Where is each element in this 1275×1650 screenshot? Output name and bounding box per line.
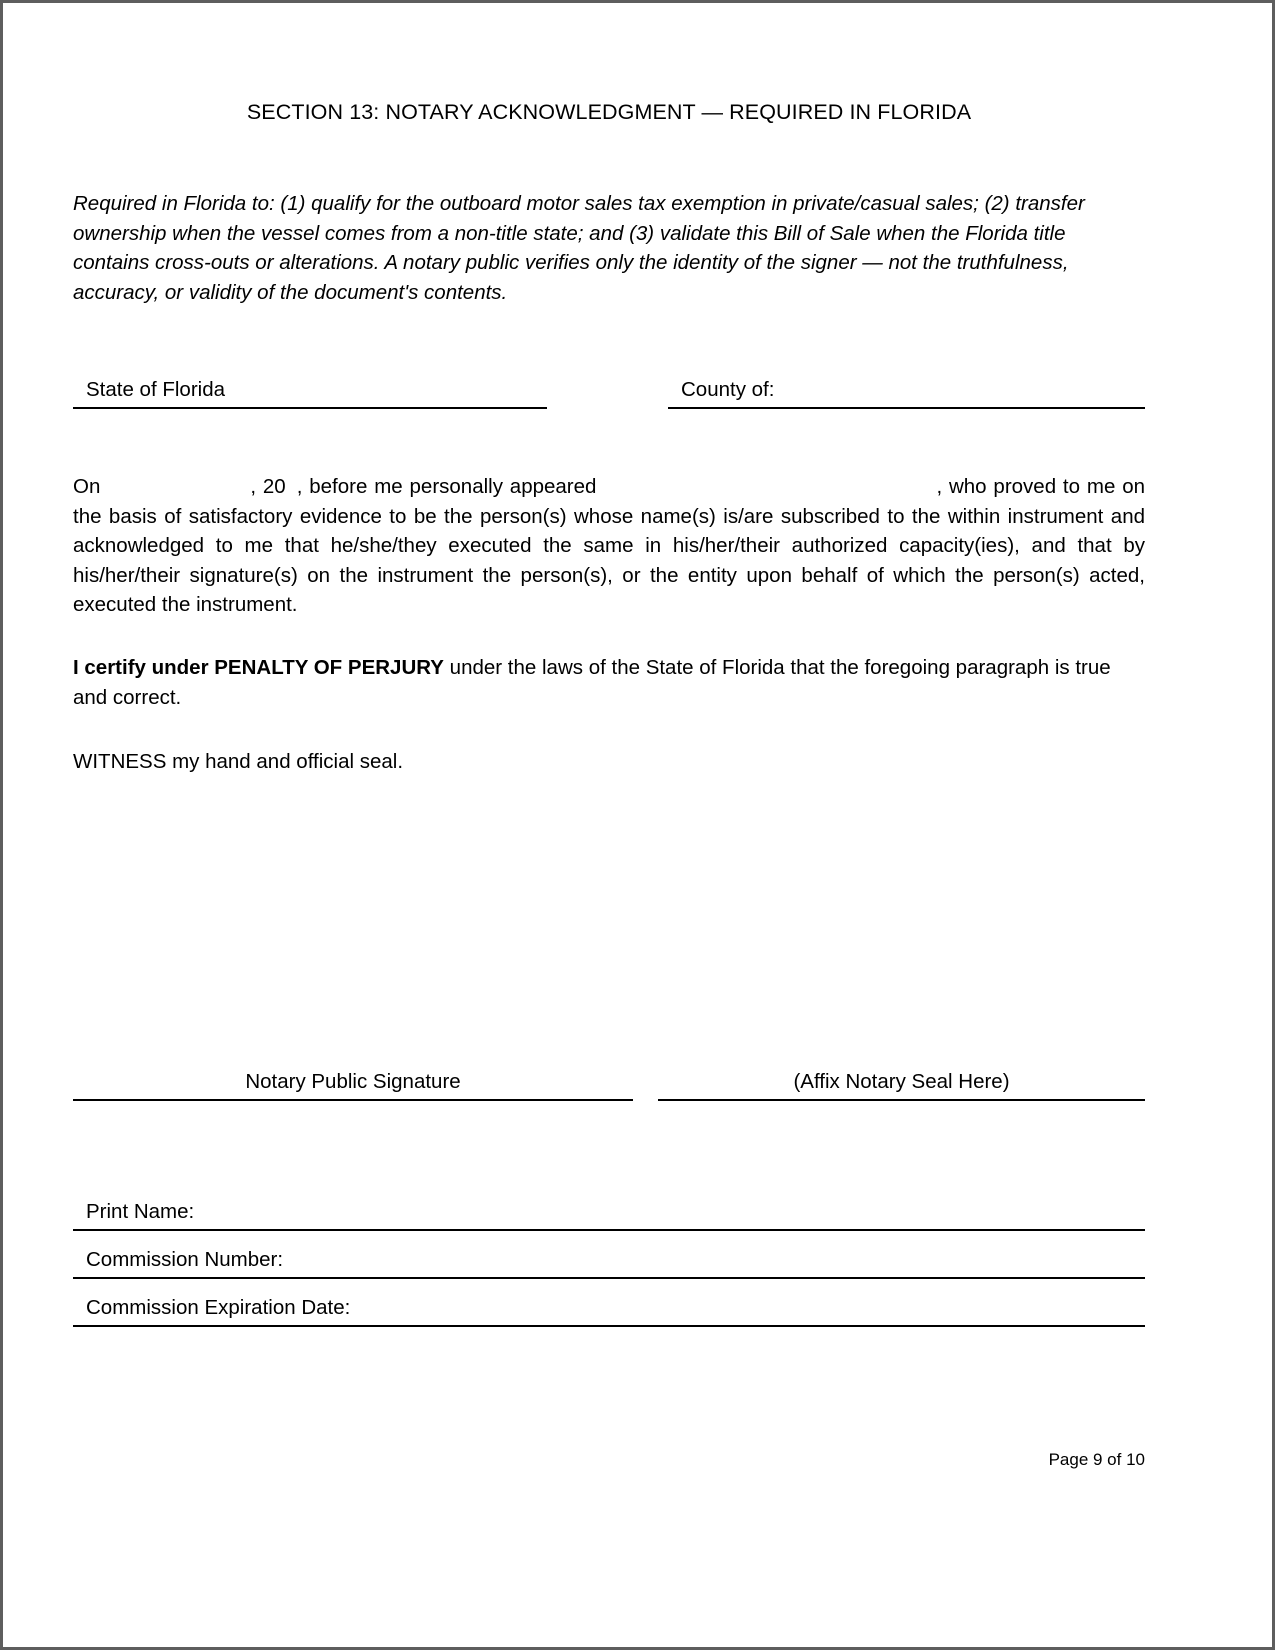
print-name-field[interactable]	[73, 1193, 1145, 1231]
commission-number-field[interactable]	[73, 1241, 1145, 1279]
acknowledgment-paragraph	[73, 472, 1145, 620]
year-prefix: , 20	[250, 475, 286, 498]
proved-text: , who proved to me	[936, 475, 1116, 498]
county-label: County of:	[681, 378, 775, 401]
commission-expiration-label: Commission Expiration Date:	[86, 1296, 351, 1319]
witness-text: WITNESS my hand and official seal.	[73, 750, 404, 773]
page-content	[73, 3, 1145, 1647]
print-name-label: Print Name:	[86, 1200, 195, 1223]
appeared-text: , before me personally appeared	[296, 475, 597, 498]
state-field[interactable]	[73, 371, 547, 409]
acknowledgment-body: on the basis of satisfactory evidence to be the person(s) whose name(s) is/are subscribed to the within instrument and acknowledged to me that he/she/they executed the same in his/her/their authorized capacity(ies), and that by his/her/their signature(s) on the instrument the person(s), or the entity upon behalf of which the person(s) acted, executed the instrument.	[73, 475, 1145, 616]
signature-row	[73, 1058, 1145, 1101]
on-label: On	[73, 475, 101, 498]
county-field[interactable]	[668, 371, 1145, 409]
venue-row	[73, 369, 1145, 409]
commission-expiration-field[interactable]	[73, 1289, 1145, 1327]
perjury-paragraph	[73, 653, 1145, 712]
section-title: SECTION 13: NOTARY ACKNOWLEDGMENT — REQUIRED IN FLORIDA	[246, 100, 972, 124]
state-label: State of Florida	[86, 378, 226, 401]
perjury-bold-text: I certify under PENALTY OF PERJURY	[73, 656, 444, 679]
page-footer: Page 9 of 10	[1048, 1450, 1145, 1469]
notary-signature-caption: Notary Public Signature	[245, 1070, 461, 1093]
perjury-rest-text: under the laws of the State of Florida that the foregoing paragraph is true and correct.	[73, 656, 1111, 709]
notary-signature-field[interactable]	[73, 1058, 633, 1101]
commission-number-label: Commission Number:	[86, 1248, 284, 1271]
notary-seal-field[interactable]	[658, 1058, 1145, 1101]
section-intro-text: Required in Florida to: (1) qualify for the outboard motor sales tax exemption in private/casual sales; (2) transfer ownership when the vessel comes from a non-title state; and (3) validate this Bill of Sale when the Florida title contains cross-outs or alterations. A notary public verifies only the identity of the signer — not the truthfulness, accuracy, or validity of the document's contents.	[73, 192, 1085, 304]
notary-seal-caption: (Affix Notary Seal Here)	[793, 1070, 1010, 1093]
